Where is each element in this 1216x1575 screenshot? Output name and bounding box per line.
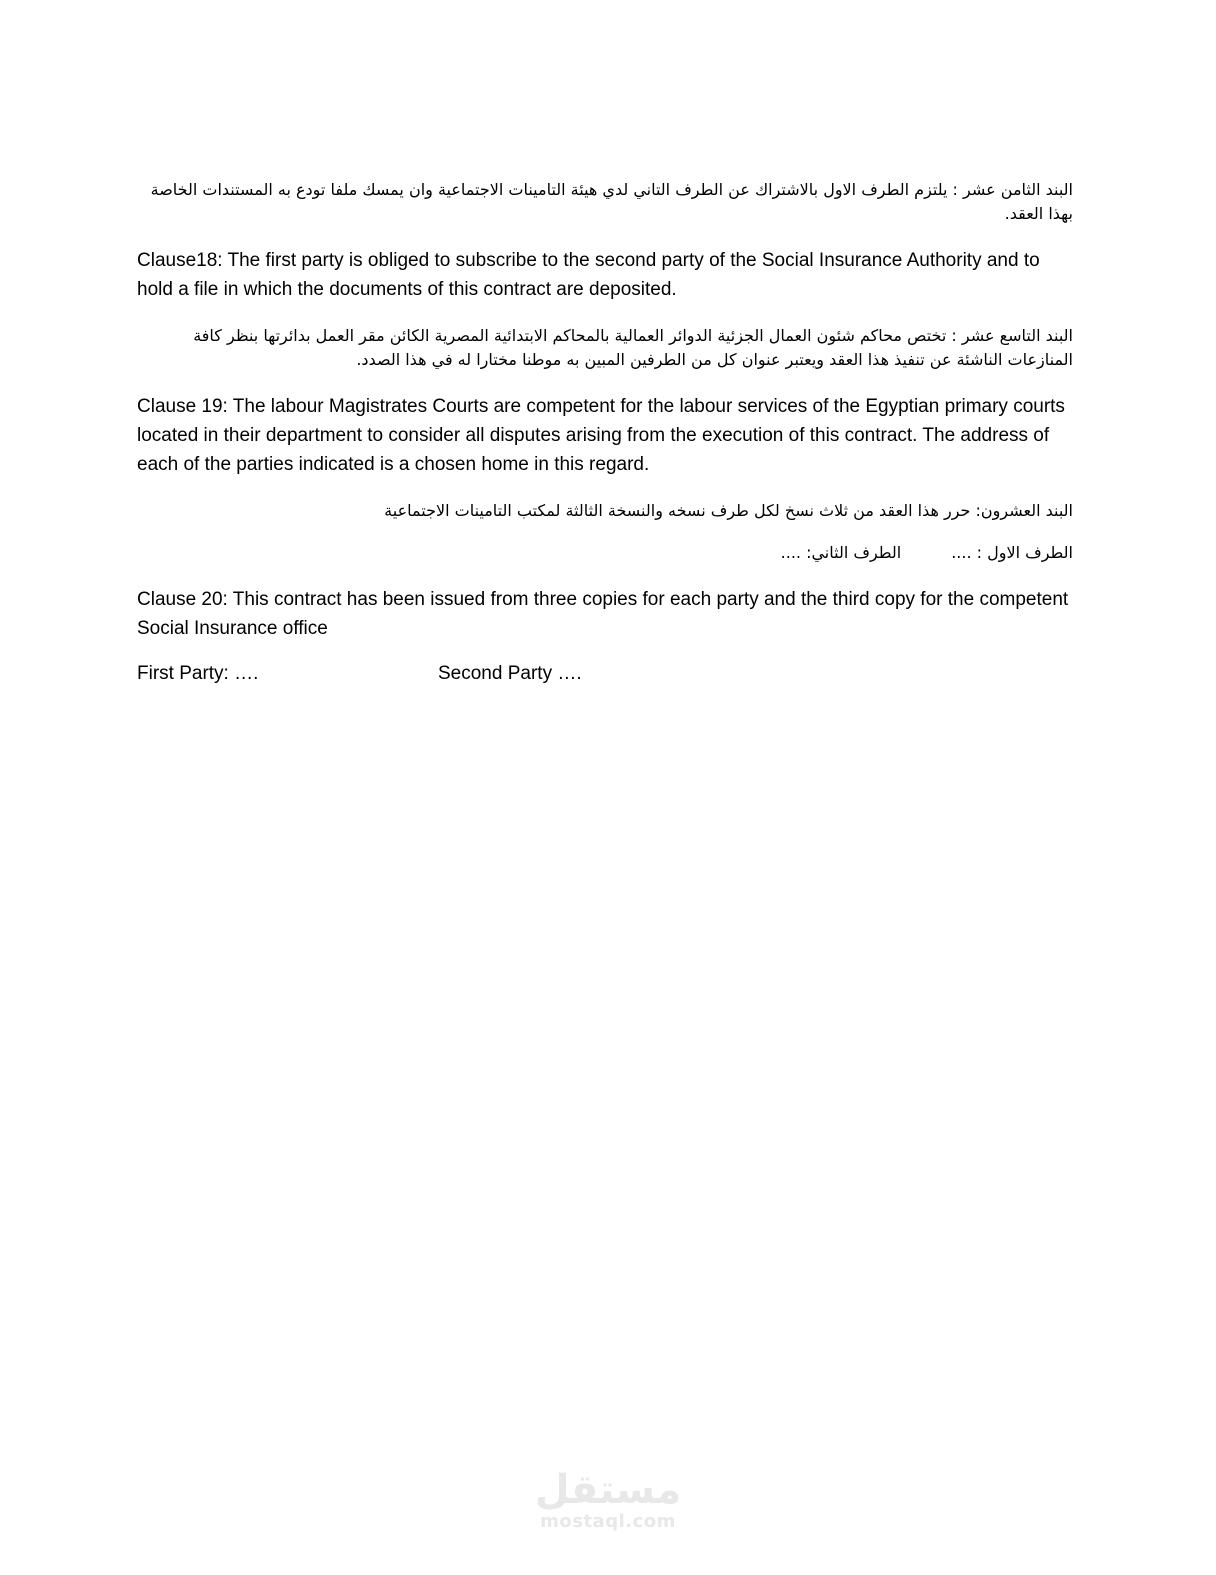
clause-19-english: Clause 19: The labour Magistrates Courts are competent for the labour services of the Egyptian primary courts located in their department to consider all disputes arising from the execution of this contract. The address of each of the parties indicated is a chosen home in this regard. [137, 396, 1065, 475]
mostaql-watermark [528, 1468, 688, 1538]
clause-19-arabic: البند التاسع عشر : تختص محاكم شئون العمال الجزئية الدوائر العمالية بالمحاكم الابتدائية المصرية الكائن مقر العمل بدائرتها بنظر كافة المنازعات الناشئة عن تنفيذ هذا العقد ويعتبر عنوان كل من الطرفين المبين به موطنا مختارا له في هذا الصدد. [193, 326, 1073, 369]
clause-18-arabic: البند الثامن عشر : يلتزم الطرف الاول بالاشتراك عن الطرف التاني لدي هيئة التامينات الاجتماعية وان يمسك ملفا تودع به المستندات الخاصة بهذا العقد. [150, 180, 1073, 223]
second-party-signature-arabic: الطرف الثاني: .... [780, 543, 902, 562]
watermark-logo-arabic: مستقل [534, 1467, 682, 1513]
first-party-signature-arabic: الطرف الاول : .... [951, 543, 1073, 562]
signature-line-english [137, 659, 1073, 688]
signature-line-arabic [137, 541, 1073, 565]
second-party-signature-english: Second Party …. [438, 663, 582, 684]
contract-page [137, 178, 1073, 688]
clause-18-english: Clause18: The first party is obliged to subscribe to the second party of the Social Insurance Authority and to hold a file in which the documents of this contract are deposited. [137, 250, 1040, 300]
clause-20-arabic: البند العشرون: حرر هذا العقد من ثلاث نسخ لكل طرف نسخه والنسخة الثالثة لمكتب التامينات الاجتماعية [384, 501, 1073, 520]
clause-20-english: Clause 20: This contract has been issued from three copies for each party and the third copy for the competent Social Insurance office [137, 589, 1069, 639]
watermark-logo-english: mostaql.com [540, 1511, 676, 1532]
first-party-signature-english: First Party: …. [137, 663, 259, 684]
